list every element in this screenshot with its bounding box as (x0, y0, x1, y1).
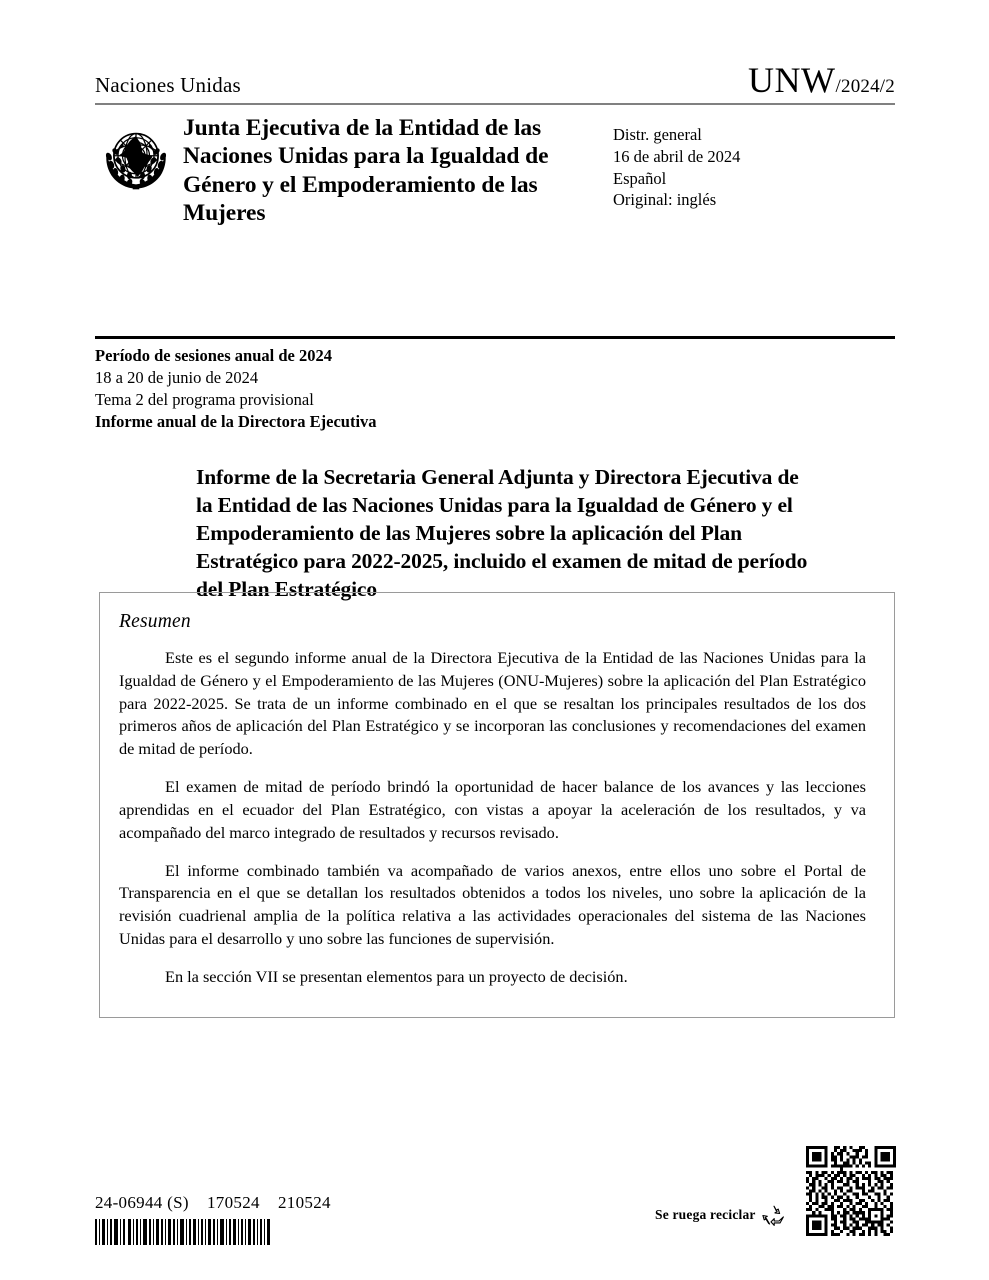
summary-paragraph: En la sección VII se presentan elementos para un proyecto de decisión. (165, 966, 628, 986)
qr-code (806, 1146, 896, 1236)
session-divider-rule (95, 336, 895, 339)
recycle-icon (762, 1203, 786, 1227)
masthead-body-row (95, 114, 895, 228)
summary-paragraph: Este es el segundo informe anual de la Directora Ejecutiva de la Entidad de las Naciones Unidas para la Igualdad de Género y el Empoderamiento de las Mujeres (ONU-Mujeres) sobre la aplicación del Plan Estratégico para 2022-2025. Se trata de un informe combinado en el que se resaltan los principales resultados de los dos primeros años de aplicación del Plan Estratégico y se incorporan las conclusiones y recomendaciones del examen de mitad de período. (119, 648, 866, 759)
distribution-original: Original: inglés (613, 190, 717, 210)
document-symbol-suffix: /2024/2 (835, 76, 895, 97)
masthead-divider-rule (95, 103, 895, 105)
session-agenda-item: Tema 2 del programa provisional (95, 390, 314, 410)
document-symbol (748, 62, 895, 98)
distribution-type: Distr. general (613, 125, 702, 144)
distribution-block (613, 114, 740, 211)
page-title: Informe de la Secretaria General Adjunta y Directora Ejecutiva de la Entidad de las Naciones Unidas para la Igualdad de Género y el Empoderamiento de las Mujeres sobre la aplicación del Plan Estratégico para 2022-2025, incluido el examen de mitad de período del Plan Estratégico (196, 465, 808, 602)
un-emblem-icon (95, 118, 177, 200)
masthead-top-row (95, 62, 895, 98)
summary-box (99, 592, 895, 1018)
session-dates: 18 a 20 de junio de 2024 (95, 368, 259, 388)
summary-heading: Resumen (119, 611, 191, 632)
executive-board-title: Junta Ejecutiva de la Entidad de las Naciones Unidas para la Igualdad de Género y el Empoderamiento de las Mujeres (183, 115, 549, 227)
session-block (95, 345, 615, 433)
session-item-title: Informe anual de la Directora Ejecutiva (95, 412, 377, 432)
barcode (95, 1219, 271, 1245)
summary-paragraph: El informe combinado también va acompañado de varios anexos, entre ellos uno sobre el Portal de Transparencia en el que se detallan los resultados obtenidos a todos los niveles, uno sobre la aplicación de la revisión cuadrienal amplia de la política relativa a las actividades operacionales del sistema de las Naciones Unidas para el desarrollo y uno sobre las funciones de supervisión. (119, 860, 866, 948)
distribution-language: Español (613, 168, 667, 188)
distribution-date: 16 de abril de 2024 (613, 146, 741, 166)
summary-content (100, 593, 894, 989)
document-symbol-main: UNW (748, 60, 836, 100)
organization-name: Naciones Unidas (95, 73, 241, 97)
summary-paragraph: El examen de mitad de período brindó la oportunidad de hacer balance de los avances y las lecciones aprendidas en el ecuador del Plan Estratégico, con vistas a apoyar la aceleración de los resultados, y va acompañado del marco integrado de resultados y recursos revisado. (119, 777, 866, 842)
recycle-label: Se ruega reciclar (655, 1207, 756, 1222)
session-name: Período de sesiones anual de 2024 (95, 346, 332, 365)
job-number: 24-06944 (S) 170524 210524 (95, 1193, 331, 1212)
recycle-notice (655, 1203, 786, 1227)
